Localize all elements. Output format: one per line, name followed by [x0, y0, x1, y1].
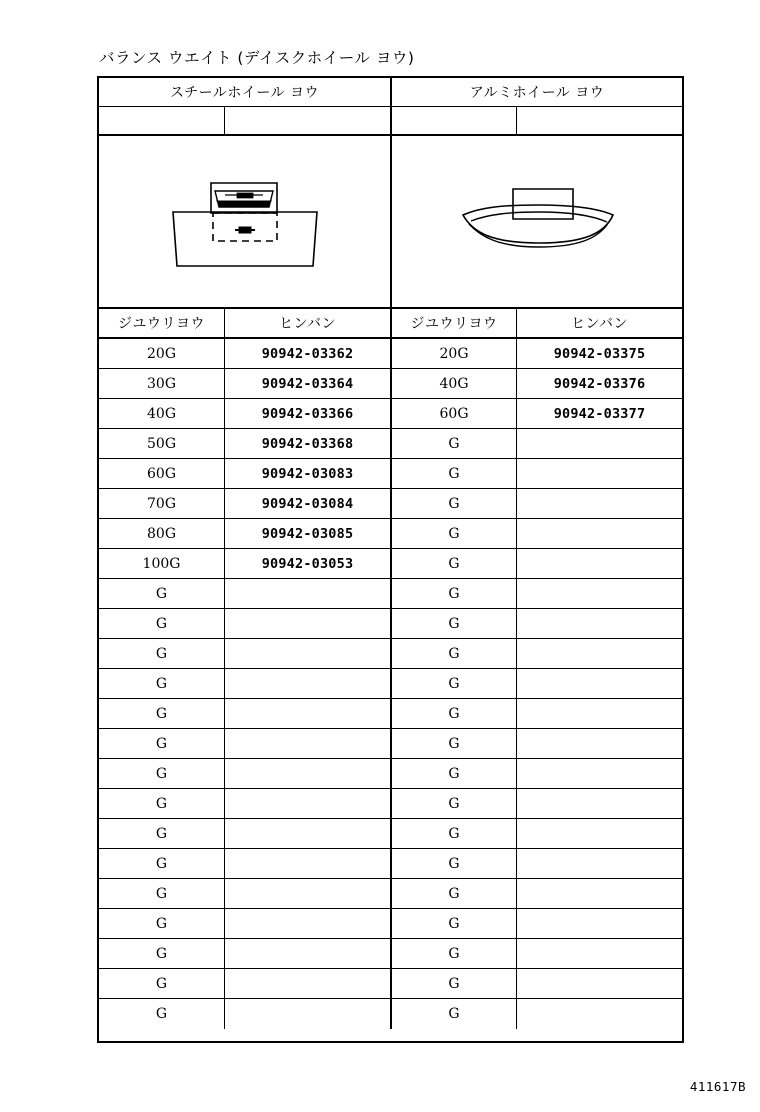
cell-steel-part-number — [225, 939, 392, 968]
cell-aluminum-weight: 60G — [392, 399, 517, 428]
cell-aluminum-part-number — [517, 429, 682, 458]
cell-steel-part-number: 90942-03362 — [225, 339, 392, 368]
cell-aluminum-weight: G — [392, 909, 517, 938]
cell-steel-weight: 50G — [99, 429, 225, 458]
cell-steel-part-number — [225, 639, 392, 668]
cell-aluminum-part-number: 90942-03375 — [553, 345, 646, 362]
cell-steel-part-number — [225, 819, 392, 848]
cell-aluminum-part-number — [517, 639, 682, 668]
spacer-cell-1 — [99, 107, 225, 134]
cell-steel-part-number — [225, 729, 392, 758]
table-row — [99, 879, 682, 909]
table-row — [99, 519, 682, 549]
cell-steel-weight: G — [99, 879, 225, 908]
cell-steel-part-number — [225, 609, 392, 638]
cell-steel-weight: G — [99, 909, 225, 938]
cell-aluminum-part-number — [517, 549, 682, 578]
cell-aluminum-weight: G — [392, 579, 517, 608]
group-header-steel-wheel: スチールホイール ヨウ — [99, 78, 392, 106]
cell-aluminum-weight: G — [392, 789, 517, 818]
cell-aluminum-weight: G — [392, 519, 517, 548]
aluminum-weight-illustration — [392, 136, 682, 307]
cell-steel-weight: G — [99, 759, 225, 788]
table-row — [99, 669, 682, 699]
balance-weight-table — [97, 76, 684, 1043]
cell-aluminum-weight: G — [392, 879, 517, 908]
table-row — [99, 399, 682, 429]
table-row — [99, 999, 682, 1029]
table-row — [99, 549, 682, 579]
cell-aluminum-weight: G — [392, 939, 517, 968]
cell-steel-part-number: 90942-03083 — [225, 459, 392, 488]
cell-steel-part-number — [225, 669, 392, 698]
cell-aluminum-weight: G — [392, 429, 517, 458]
subheader-aluminum-part-no: ヒンバン — [570, 316, 629, 332]
cell-steel-weight: G — [99, 999, 225, 1029]
cell-aluminum-part-number — [517, 459, 682, 488]
cell-steel-part-number: 90942-03366 — [225, 399, 392, 428]
cell-aluminum-weight: G — [392, 699, 517, 728]
cell-aluminum-part-number: 90942-03377 — [553, 405, 646, 422]
cell-steel-weight: G — [99, 849, 225, 878]
table-row — [99, 699, 682, 729]
table-row — [99, 579, 682, 609]
cell-aluminum-weight: 40G — [392, 369, 517, 398]
drawing-reference-code: 411617B — [689, 1079, 746, 1094]
table-body — [99, 339, 682, 1029]
cell-steel-part-number — [225, 789, 392, 818]
cell-steel-weight: 20G — [99, 339, 225, 368]
table-row — [99, 729, 682, 759]
cell-aluminum-weight: G — [392, 639, 517, 668]
table-row — [99, 909, 682, 939]
cell-steel-weight: 40G — [99, 399, 225, 428]
cell-steel-weight: G — [99, 819, 225, 848]
cell-aluminum-part-number — [517, 789, 682, 818]
cell-aluminum-part-number — [517, 609, 682, 638]
cell-steel-weight: G — [99, 729, 225, 758]
subheader-aluminum-weight: ジユウリヨウ — [392, 309, 517, 337]
cell-steel-part-number — [225, 699, 392, 728]
table-row — [99, 639, 682, 669]
cell-aluminum-weight: G — [392, 489, 517, 518]
cell-steel-part-number — [225, 849, 392, 878]
table-illustration-row — [99, 136, 682, 309]
cell-steel-weight: G — [99, 609, 225, 638]
cell-aluminum-part-number — [517, 489, 682, 518]
cell-aluminum-part-number — [517, 819, 682, 848]
cell-steel-weight: G — [99, 939, 225, 968]
cell-steel-part-number — [225, 879, 392, 908]
cell-aluminum-part-number — [517, 909, 682, 938]
table-row — [99, 759, 682, 789]
cell-steel-part-number — [225, 969, 392, 998]
cell-steel-weight: G — [99, 969, 225, 998]
cell-aluminum-part-number — [517, 519, 682, 548]
cell-steel-weight: G — [99, 639, 225, 668]
table-row — [99, 849, 682, 879]
subheader-steel-weight: ジユウリヨウ — [99, 309, 225, 337]
table-row — [99, 339, 682, 369]
cell-aluminum-part-number — [517, 579, 682, 608]
cell-steel-weight: G — [99, 789, 225, 818]
cell-aluminum-weight: 20G — [392, 339, 517, 368]
cell-aluminum-part-number — [517, 699, 682, 728]
cell-aluminum-weight: G — [392, 999, 517, 1029]
cell-aluminum-weight: G — [392, 849, 517, 878]
subheader-steel-part-no: ヒンバン — [225, 309, 392, 337]
cell-steel-weight: G — [99, 669, 225, 698]
cell-aluminum-weight: G — [392, 819, 517, 848]
cell-steel-part-number: 90942-03053 — [225, 549, 392, 578]
table-row — [99, 489, 682, 519]
cell-steel-part-number — [225, 999, 392, 1029]
cell-aluminum-weight: G — [392, 669, 517, 698]
cell-steel-part-number: 90942-03364 — [225, 369, 392, 398]
cell-steel-weight: G — [99, 699, 225, 728]
cell-steel-part-number — [225, 909, 392, 938]
cell-aluminum-part-number: 90942-03376 — [553, 375, 646, 392]
cell-aluminum-weight: G — [392, 729, 517, 758]
steel-weight-illustration — [99, 136, 392, 307]
cell-aluminum-part-number — [517, 939, 682, 968]
cell-steel-part-number: 90942-03085 — [225, 519, 392, 548]
cell-steel-weight: 70G — [99, 489, 225, 518]
cell-aluminum-weight: G — [392, 759, 517, 788]
cell-aluminum-weight: G — [392, 969, 517, 998]
table-row — [99, 789, 682, 819]
cell-steel-part-number: 90942-03084 — [225, 489, 392, 518]
cell-steel-weight: 100G — [99, 549, 225, 578]
cell-steel-weight: 60G — [99, 459, 225, 488]
spacer-cell-3 — [392, 107, 517, 134]
cell-aluminum-part-number — [517, 849, 682, 878]
table-row — [99, 609, 682, 639]
table-row — [99, 459, 682, 489]
group-header-aluminum-wheel: アルミホイール ヨウ — [469, 85, 605, 101]
cell-aluminum-part-number — [517, 969, 682, 998]
aluminum-adhesive-weight-drawing — [455, 177, 620, 267]
page-title: バランス ウエイト (デイスクホイール ヨウ) — [99, 49, 415, 67]
steel-clip-on-weight-drawing — [165, 167, 325, 277]
cell-aluminum-part-number — [517, 759, 682, 788]
cell-steel-weight: G — [99, 579, 225, 608]
cell-steel-part-number — [225, 579, 392, 608]
cell-steel-part-number — [225, 759, 392, 788]
table-subheader-row — [99, 309, 682, 339]
table-row — [99, 939, 682, 969]
cell-aluminum-weight: G — [392, 609, 517, 638]
table-row — [99, 429, 682, 459]
cell-aluminum-part-number — [517, 669, 682, 698]
cell-aluminum-part-number — [517, 999, 682, 1029]
table-row — [99, 819, 682, 849]
cell-aluminum-part-number — [517, 729, 682, 758]
spacer-cell-4 — [517, 107, 682, 134]
cell-steel-weight: 80G — [99, 519, 225, 548]
cell-aluminum-weight: G — [392, 549, 517, 578]
cell-aluminum-weight: G — [392, 459, 517, 488]
table-group-header-row — [99, 78, 682, 107]
cell-aluminum-part-number — [517, 879, 682, 908]
table-row — [99, 369, 682, 399]
table-row — [99, 969, 682, 999]
spacer-cell-2 — [225, 107, 392, 134]
cell-steel-part-number: 90942-03368 — [225, 429, 392, 458]
cell-steel-weight: 30G — [99, 369, 225, 398]
table-spacer-row — [99, 107, 682, 136]
